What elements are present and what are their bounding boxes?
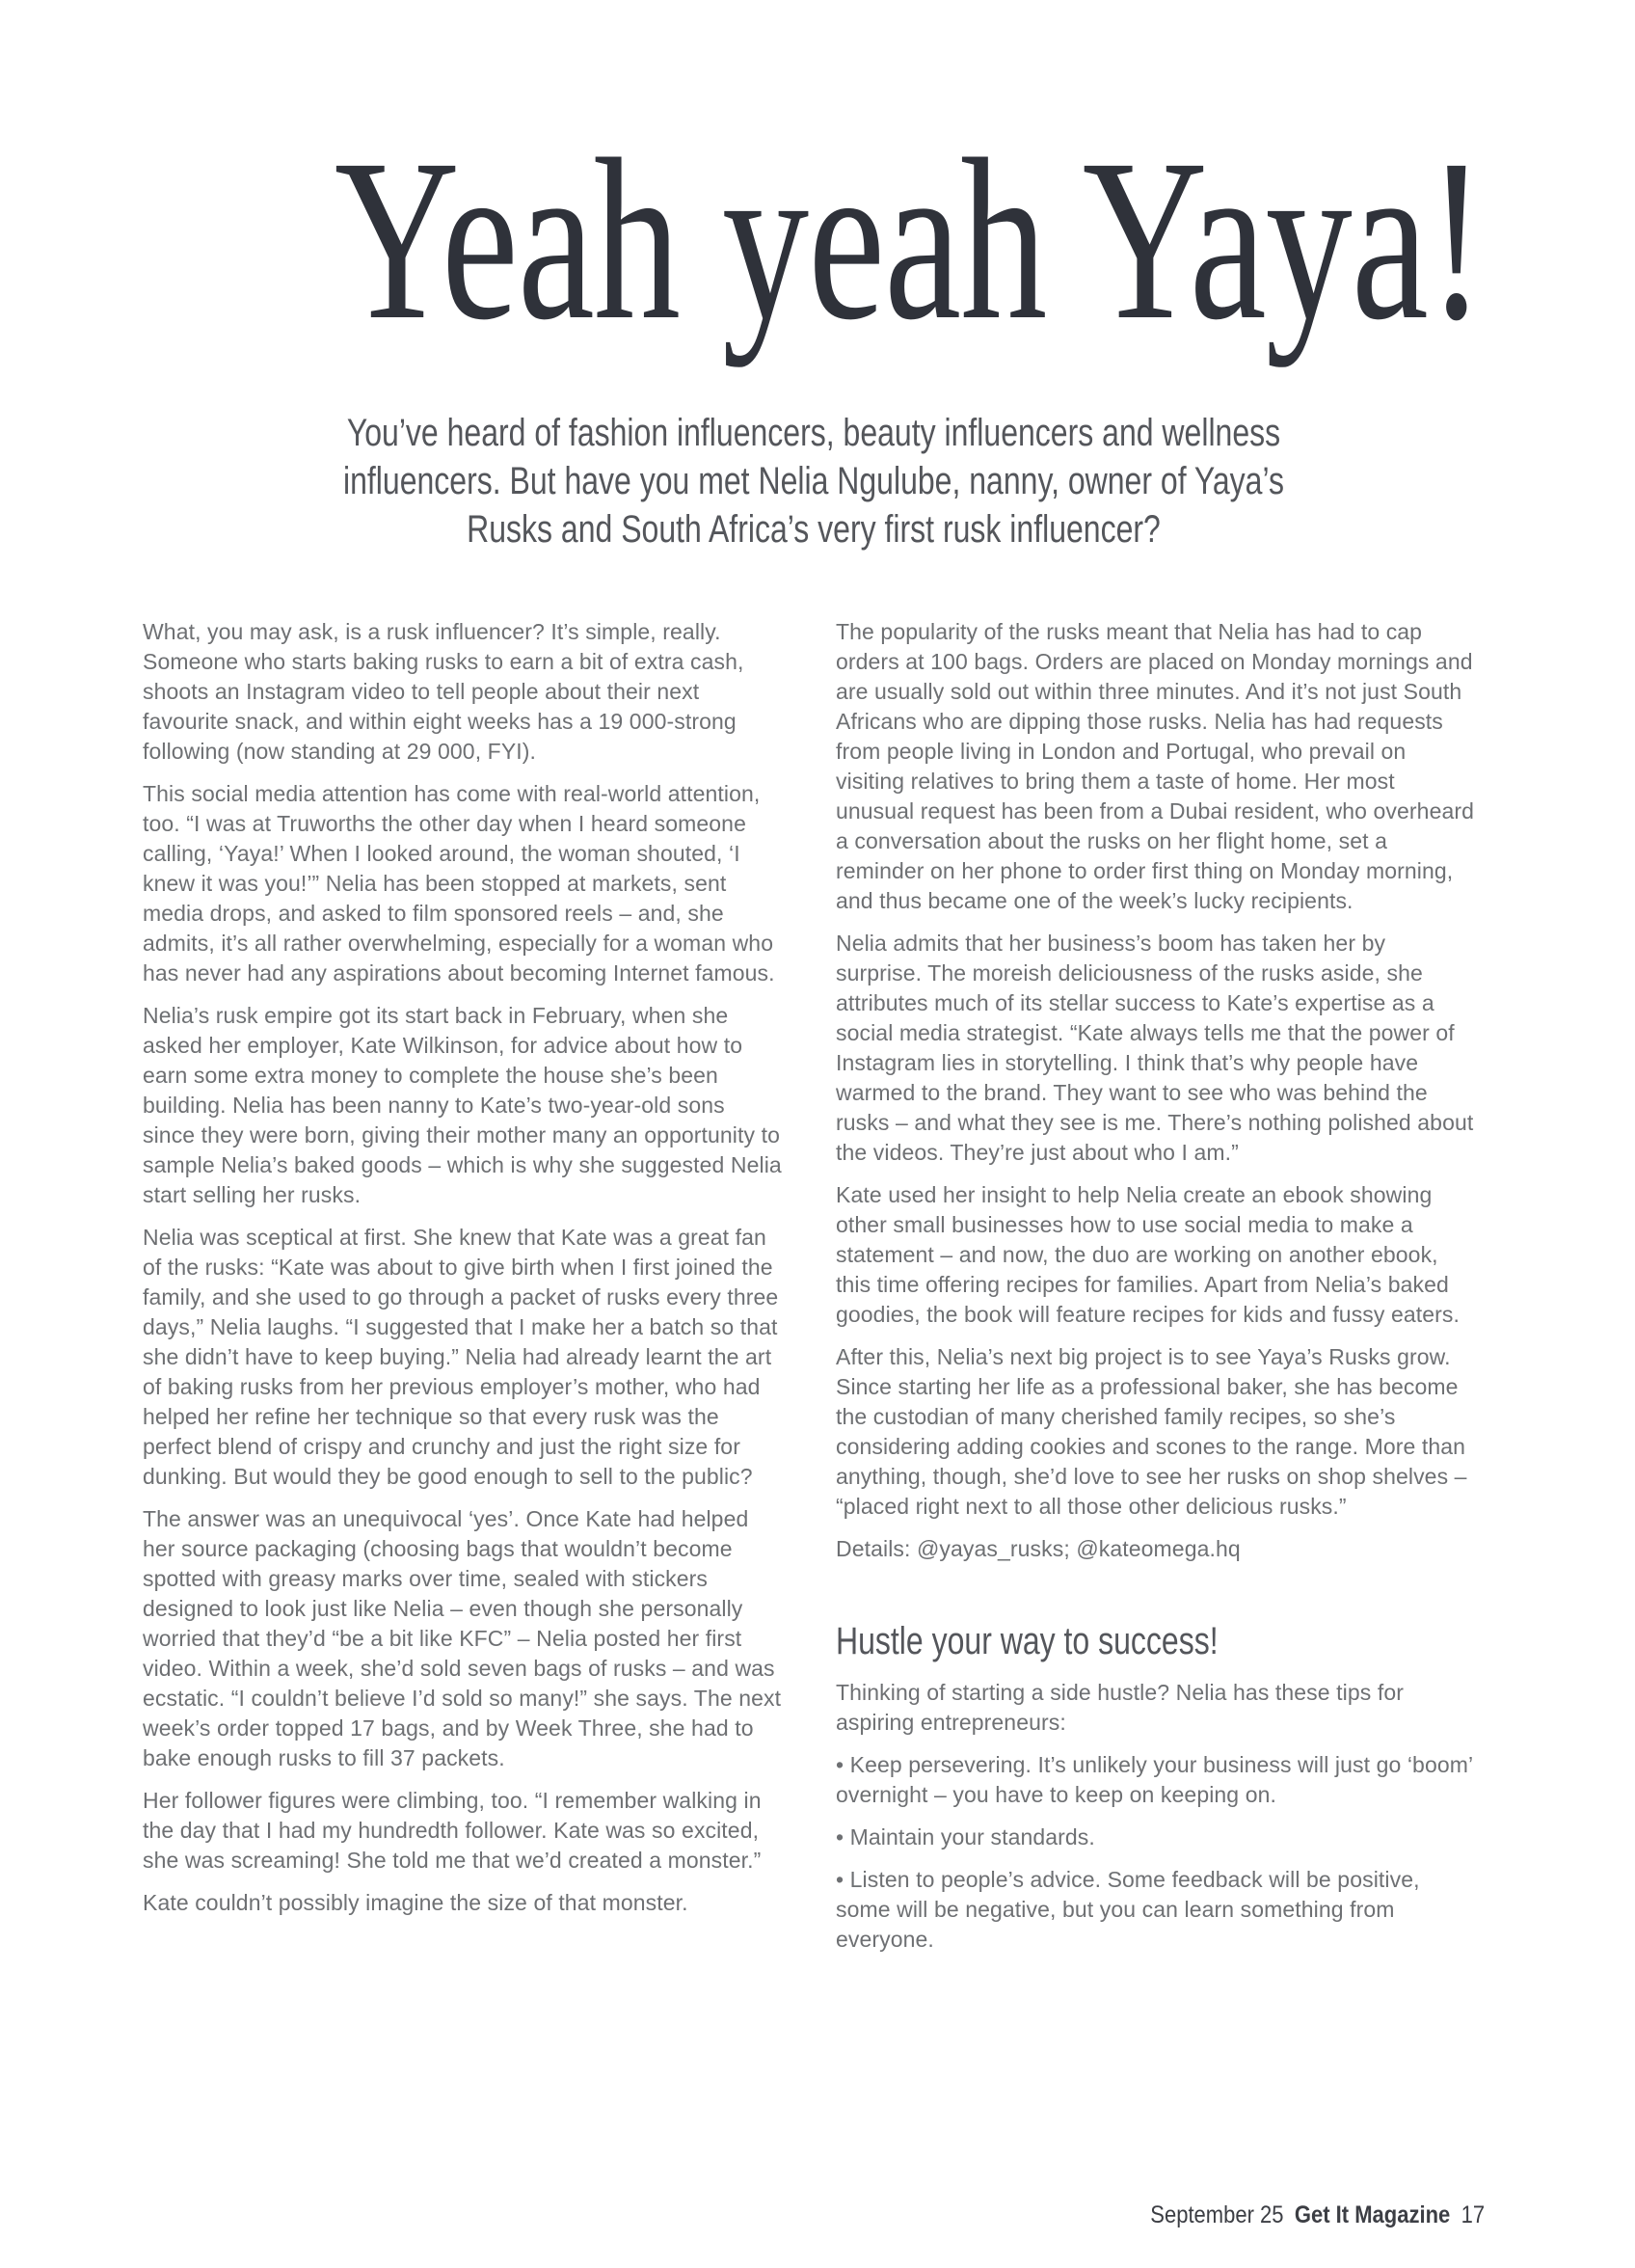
- tip-item: • Keep persevering. It’s unlikely your business will just go ‘boom’ overnight – you have to keep on keeping on.: [836, 1752, 1473, 1807]
- right-column: [836, 617, 1475, 1967]
- standfirst-line: influencers. But have you met Nelia Ngulube, nanny, owner of Yaya’s: [343, 460, 1284, 502]
- body-paragraph: The answer was an unequivocal ‘yes’. Once Kate had helped her source packaging (choosing bags that wouldn’t become spotted with greasy marks over time, sealed with stickers designed to look just like Nelia – even though she personally worried that they’d “be a bit like KFC” – Nelia posted her first video. Within a week, she’d sold seven bags of rusks – and was ecstatic. “I couldn’t believe I’d sold so many!” she says. The next week’s order topped 17 bags, and by Week Three, she had to bake enough rusks to fill 37 packets.: [143, 1506, 782, 1770]
- article-title-text: Yeah yeah Yaya!: [334, 111, 1485, 367]
- hustle-intro: Thinking of starting a side hustle? Nelia has these tips for aspiring entrepreneurs:: [836, 1680, 1404, 1735]
- body-paragraph: Nelia’s rusk empire got its start back in February, when she asked her employer, Kate Wilkinson, for advice about how to earn some extra money to complete the house she’s been building. Nelia has been nanny to Kate’s two-year-old sons since they were born, giving their mother many an opportunity to sample Nelia’s baked goods – which is why she suggested Nelia start selling her rusks.: [143, 1003, 782, 1207]
- body-paragraph: Kate couldn’t possibly imagine the size of that monster.: [143, 1890, 688, 1915]
- standfirst-line: You’ve heard of fashion influencers, beauty influencers and wellness: [346, 412, 1281, 454]
- body-paragraph: This social media attention has come with real-world attention, too. “I was at Truworths the other day when I heard someone calling, ‘Yaya!’ When I looked around, the woman shouted, ‘I knew it was you!’” Nelia has been stopped at markets, sent media drops, and asked to film sponsored reels – and, she admits, it’s all rather overwhelming, especially for a woman who has never had any aspirations about becoming Internet famous.: [143, 781, 775, 986]
- body-paragraph: Nelia was sceptical at first. She knew that Kate was a great fan of the rusks: “Kate was about to give birth when I first joined the family, and she used to go through a packet of rusks every three days,” Nelia laughs. “I suggested that I make her a batch so that she didn’t have to keep buying.” Nelia had already learnt the art of baking rusks from her previous employer’s mother, who had helped her refine her technique so that every rusk was the perfect blend of crispy and crunchy and just the right size for dunking. But would they be good enough to sell to the public?: [143, 1225, 779, 1489]
- body-paragraph: Her follower figures were climbing, too. “I remember walking in the day that I had my hundredth follower. Kate was so excited, she was screaming! She told me that we’d created a monster.”: [143, 1788, 762, 1873]
- tip-item: • Maintain your standards.: [836, 1824, 1095, 1850]
- body-paragraph: After this, Nelia’s next big project is to see Yaya’s Rusks grow. Since starting her life as a professional baker, she has become the custodian of many cherished family recipes, so she’s considering adding cookies and scones to the range. More than anything, though, she’d love to see her rusks on shop shelves – “placed right next to all those other delicious rusks.”: [836, 1344, 1467, 1519]
- tip-item: • Listen to people’s advice. Some feedback will be positive, some will be negative, but you can learn something from everyone.: [836, 1867, 1420, 1952]
- footer-magazine-name: Get It Magazine: [1294, 2201, 1451, 2228]
- body-paragraph: What, you may ask, is a rusk influencer? It’s simple, really. Someone who starts baking rusks to earn a bit of extra cash, shoots an Instagram video to tell people about their next favourite snack, and within eight weeks has a 19 000-strong following (now standing at 29 000, FYI).: [143, 619, 744, 764]
- body-paragraph: Kate used her insight to help Nelia create an ebook showing other small businesses how to use social media to make a statement – and now, the duo are working on another ebook, this time offering recipes for families. Apart from Nelia’s baked goodies, the book will feature recipes for kids and fussy eaters.: [836, 1182, 1461, 1327]
- left-column: [143, 617, 782, 1967]
- footer-page-number: 17: [1461, 2201, 1485, 2228]
- magazine-page: [0, 111, 1635, 2268]
- article-body: [143, 617, 1485, 1967]
- body-paragraph: Nelia admits that her business’s boom has taken her by surprise. The moreish deliciousness of the rusks aside, she attributes much of its stellar success to Kate’s expertise as a social media strategist. “Kate always tells me that the power of Instagram lies in storytelling. I think that’s why people have warmed to the brand. They want to see who was behind the rusks – and what they see is me. There’s nothing polished about the videos. They’re just about who I am.”: [836, 931, 1474, 1165]
- article-title: [143, 111, 1485, 367]
- body-paragraph: The popularity of the rusks meant that Nelia has had to cap orders at 100 bags. Orders are placed on Monday mornings and are usually sold out within three minutes. And it’s not just South Africans who are dipping those rusks. Nelia has had requests from people living in London and Portugal, who prevail on visiting relatives to bring them a taste of home. Her most unusual request has been from a Dubai resident, who overheard a conversation about the rusks on her flight home, set a reminder on her phone to order first thing on Monday morning, and thus became one of the week’s lucky recipients.: [836, 619, 1475, 913]
- article-standfirst: [143, 409, 1485, 554]
- standfirst-line: Rusks and South Africa’s very first rusk influencer?: [467, 508, 1161, 551]
- hustle-section-heading: Hustle your way to success!: [836, 1620, 1219, 1662]
- page-footer: [1150, 2201, 1485, 2229]
- footer-issue-date: September 25: [1150, 2201, 1284, 2228]
- details-line: Details: @yayas_rusks; @kateomega.hq: [836, 1536, 1241, 1561]
